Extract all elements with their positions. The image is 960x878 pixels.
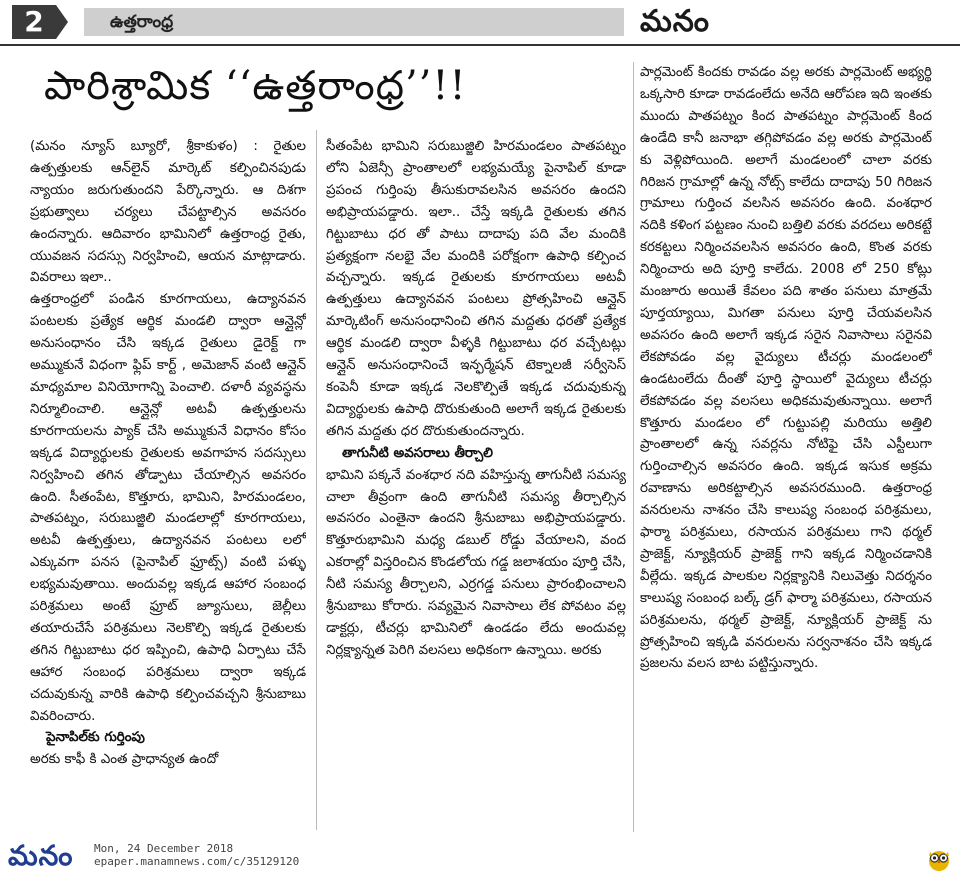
article-column-1: [30, 136, 306, 832]
col2-paragraph-2: భామిని పక్కనే వంశధార నది వహిస్తున్న తాగునీటి సమస్య చాలా తీవ్రంగా ఉంది తాగునీటి సమస్య తీర్చాల్సిన అవసరం ఎంతైనా ఉందని శ్రీనుబాబు అభిప్రాయపడ్డారు. కొత్తూరుభామిని మధ్య డబుల్ రోడ్డు వేయాలని, వంద ఎకరాల్లో విస్తరించిన కొండలోయ గడ్డ జలాశయం పూర్తి చేసి, నీటి సమస్య తీర్చాలని, ఎర్రగడ్డ పనులు ప్రారంభించాలని శ్రీనుబాబు కోరారు. సవ్యమైన నివాసాలు లేక పోవటం వల్ల డాక్టర్లు, టీచర్లు భామినిలో ఉండడం లేదు అందువల్ల నిర్లక్ష్యాన్నత పెరిగి వలసలు అధికంగా ఉన్నాయి. అరకు: [326, 467, 626, 658]
column-divider-1: [316, 130, 317, 830]
col1-subheading: పైనాపిల్‌కు గుర్తింపు: [46, 730, 145, 746]
masthead-title: మనం: [640, 4, 711, 39]
col2-subheading: తాగునీటి అవసరాలు తీర్చాలి: [342, 445, 493, 461]
col2-paragraph-1: సీతంపేట భామిని సరుబుజ్జిలి హిరమండలం పాతపట్నం లోని ఏజెన్సీ ప్రాంతాలలో లభ్యమయ్యే పైనాపిల్ కూడా ప్రపంచ గుర్తింపు తీసుకురావలసిన అవసరం ఉందని అభిప్రాయపడ్డారు. ఇలా.. చేస్తే ఇక్కడి రైతులకు తగిన గిట్టుబాటు ధర తో పాటు దాదాపు పది వేల మందికి ప్రత్యక్షంగా నలభై వేల మందికి పరోక్షంగా ఉపాధి కల్పించ వచ్చన్నారు. ఇక్కడ రైతులకు కూరగాయలు అటవీ ఉత్పత్తులు ఉద్యానవన పంటలు ప్రోత్సహించి ఆన్లైన్ మార్కెటింగ్ అనుసంధానించి తగిన మద్దతు ధరతో ప్రత్యేక ఆర్థిక మండలి ద్వారా వీళ్ళకి గిట్టుబాటు ధర వచ్చేటట్లు ఆన్లైన్ అనుసంధానించే ఇన్ఫర్మేషన్ టెక్నాలజీ సర్వీసెస్ కంపెనీ కూడా ఇక్కడ నెలకొల్పితే ఇక్కడ చదువుకున్న విద్యార్థులకు ఉపాధి దొరుకుతుంది అలాగే ఇక్కడ రైతులకు తగిన మద్దతు ధర దొరుకుతుందన్నారు.: [326, 139, 626, 439]
footer-info: [94, 842, 299, 868]
col1-paragraph-2: ఉత్తరాంధ్రలో పండిన కూరగాయలు, ఉద్యానవన పంటలకు ప్రత్యేక ఆర్థిక మండలి ద్వారా ఆన్లైన్లో అనుసంధానం చేసి ఇక్కడ రైతులు డైరెక్ట్ గా అమ్ముకునే విధంగా ఫ్లిప్ కార్ట్ , అమెజాన్ వంటి ఆన్లైన్ మాధ్యమాల వినియోగాన్ని పెంచాలి. దళారీ వ్యవస్థను నిర్మూలించాలి. ఆన్లైన్లో అటవీ ఉత్పత్తులను కూరగాయలను ప్యాక్ చేసి అమ్ముకునే విధానం కోసం ఇక్కడ విద్యార్థులకు రైతులకు అవగాహన సదస్సులు నిర్వహించి తగిన తోడ్పాటు చేయాల్సిన అవసరం ఉంది. సీతంపేట, కొత్తూరు, భామిని, హిరమండలం, పాతపట్నం, సరుబుజ్జిలి మండలాల్లో కూరగాయలు, అటవీ ఉత్పత్తులు, ఉద్యానవన పంటలు లలో ఎక్కువగా పనస (పైనాపిల్ ఫ్రూట్స్) వంటి పళ్ళు లభ్యమవుతాయి. అందువల్ల ఇక్కడ ఆహార సంబంధ పరిశ్రమలు అంటే ఫ్రూట్ జ్యూసులు, జెల్లీలు తయారుచేసే పరిశ్రమలు నెలకొల్పి ఇక్కడ రైతులకు తగిన గిట్టుబాటు ధర ఇప్పించి, ఉపాధి ఏర్పాటు చేసే ఆహార సంబంధ పరిశ్రమలు ద్వారా ఇక్కడ చదువుకున్న వారికి ఉపాధి కల్పించవచ్చని శ్రీనుబాబు వివరించారు.: [30, 292, 306, 724]
col3-paragraph-1: పార్లమెంట్ కిందకు రావడం వల్ల అరకు పార్లమెంట్ అభ్యర్థి ఒక్కసారి కూడా రావడంలేదు అనేది ఆరోపణ ఇది ఇంతకు ముందు పాతపట్నం కింద పాతపట్నం పార్లమెంట్ కింద ఉండేది కానీ జనాభా తగ్గిపోవడం వల్ల అరకు పార్లమెంట్ కు వెళ్లిపోయింది. అలాగే మండలంలో చాలా వరకు గిరిజన గ్రామాల్లో ఉన్న నోట్స్ కాలేదు దాదాపు 50 గిరిజన గ్రామాలు గుర్తించ వలసిన అవసరం ఉంది. వంశధార నదికి కళింగ పట్టణం నుంచి బత్తిలి వరకు వరదలు అరికట్టే కరకట్టలు నిర్మించవలసిన అవసరం ఉంది, కొంత వరకు నిర్మించారు అది పూర్తి కాలేదు. 2008 లో 250 కోట్లు మంజూరు అయితే కేవలం పది శాతం పనులు మాత్రమే పూర్తయ్యాయి, మిగతా పనులు పూర్తి చేయవలసిన అవసరం ఉంది అలాగే ఇక్కడ సరైన నివాసాలు సరైనవి లేకపోవడం వల్ల వైద్యులు టీచర్లు మండలంలో ఉండటంలేదు దీంతో పూర్తి స్థాయిలో వైద్యులు టీచర్లు లేకపోవడం వల్ల వలసలు అధికమవుతున్నాయి. అలాగే కొత్తూరు మండలం లో గుట్టుపల్లి మరియు అత్తిలి ప్రాంతాలలో ఉన్న సవర్లను నోటిఫై చేసి ఎస్టీలుగా గుర్తించాల్సిన అవసరం ఉంది. ఇక్కడ ఇసుక అక్రమ రవాణాను అరికట్టాల్సిన అవసరముంది. ఉత్తరాంధ్ర వనరులను నాశనం చేసి కాలుష్య సంబంధ పరిశ్రమలు, ఫార్మా పరిశ్రమలు, రసాయన పరిశ్రమలు గాని థర్మల్ ప్రాజెక్ట్, న్యూక్లియర్ ప్రాజెక్ట్ గాని ఇక్కడ నిర్మించడానికి వీల్లేదు. ఇక్కడ పాలకుల నిర్లక్ష్యానికి నిలువెత్తు నిదర్శనం కాలుష్య సంబంధ బల్క్ డ్రగ్ ఫార్మా పరిశ్రమలు, రసాయన పరిశ్రమలను, థర్మల్ ప్రాజెక్ట్, న్యూక్లియర్ ప్రాజెక్ట్ ను ప్రోత్సహించి ఇక్కడి వనరులను సర్వనాశనం చేసి ఇక్కడ ప్రజలను వలస బాట పట్టిస్తున్నారు.: [640, 65, 932, 672]
article-column-2: [326, 136, 626, 836]
col1-paragraph-3: అరకు కాఫీ కి ఎంత ప్రాధాన్యత ఉందో: [30, 752, 219, 768]
footer-url[interactable]: epaper.manamnews.com/c/35129120: [94, 855, 300, 868]
footer-logo: మనం: [8, 839, 74, 872]
owl-icon: [926, 846, 952, 872]
page-number-arrow: [56, 5, 68, 39]
article-headline: పారిశ్రామిక ‘‘ఉత్తరాంధ్ర’’!!: [44, 63, 467, 109]
page-number-badge: 2: [12, 5, 56, 39]
header-divider: [0, 44, 960, 46]
section-title: ఉత్తరాంధ్ర: [110, 12, 174, 32]
page-header: [0, 0, 960, 44]
column-divider-2: [633, 62, 634, 832]
article-column-3: [640, 62, 932, 832]
footer-date: Mon, 24 December 2018: [94, 842, 234, 855]
col1-paragraph-1: (మనం న్యూస్ బ్యూరో, శ్రీకాకుళం) : రైతుల ఉత్పత్తులకు ఆన్‌లైన్ మార్కెట్ కల్పించినపుడు న్యాయం జరుగుతుందని పేర్కొన్నారు. ఆ దిశగా ప్రభుత్వాలు చర్యలు చేపట్టాల్సిన అవసరం ఉందన్నారు. ఆదివారం భామినిలో ఉత్తరాంధ్ర రైతు, యువజన సదస్సు నిర్వహించి, ఆయన మాట్లాడారు. వివరాలు ఇలా..: [30, 139, 306, 286]
